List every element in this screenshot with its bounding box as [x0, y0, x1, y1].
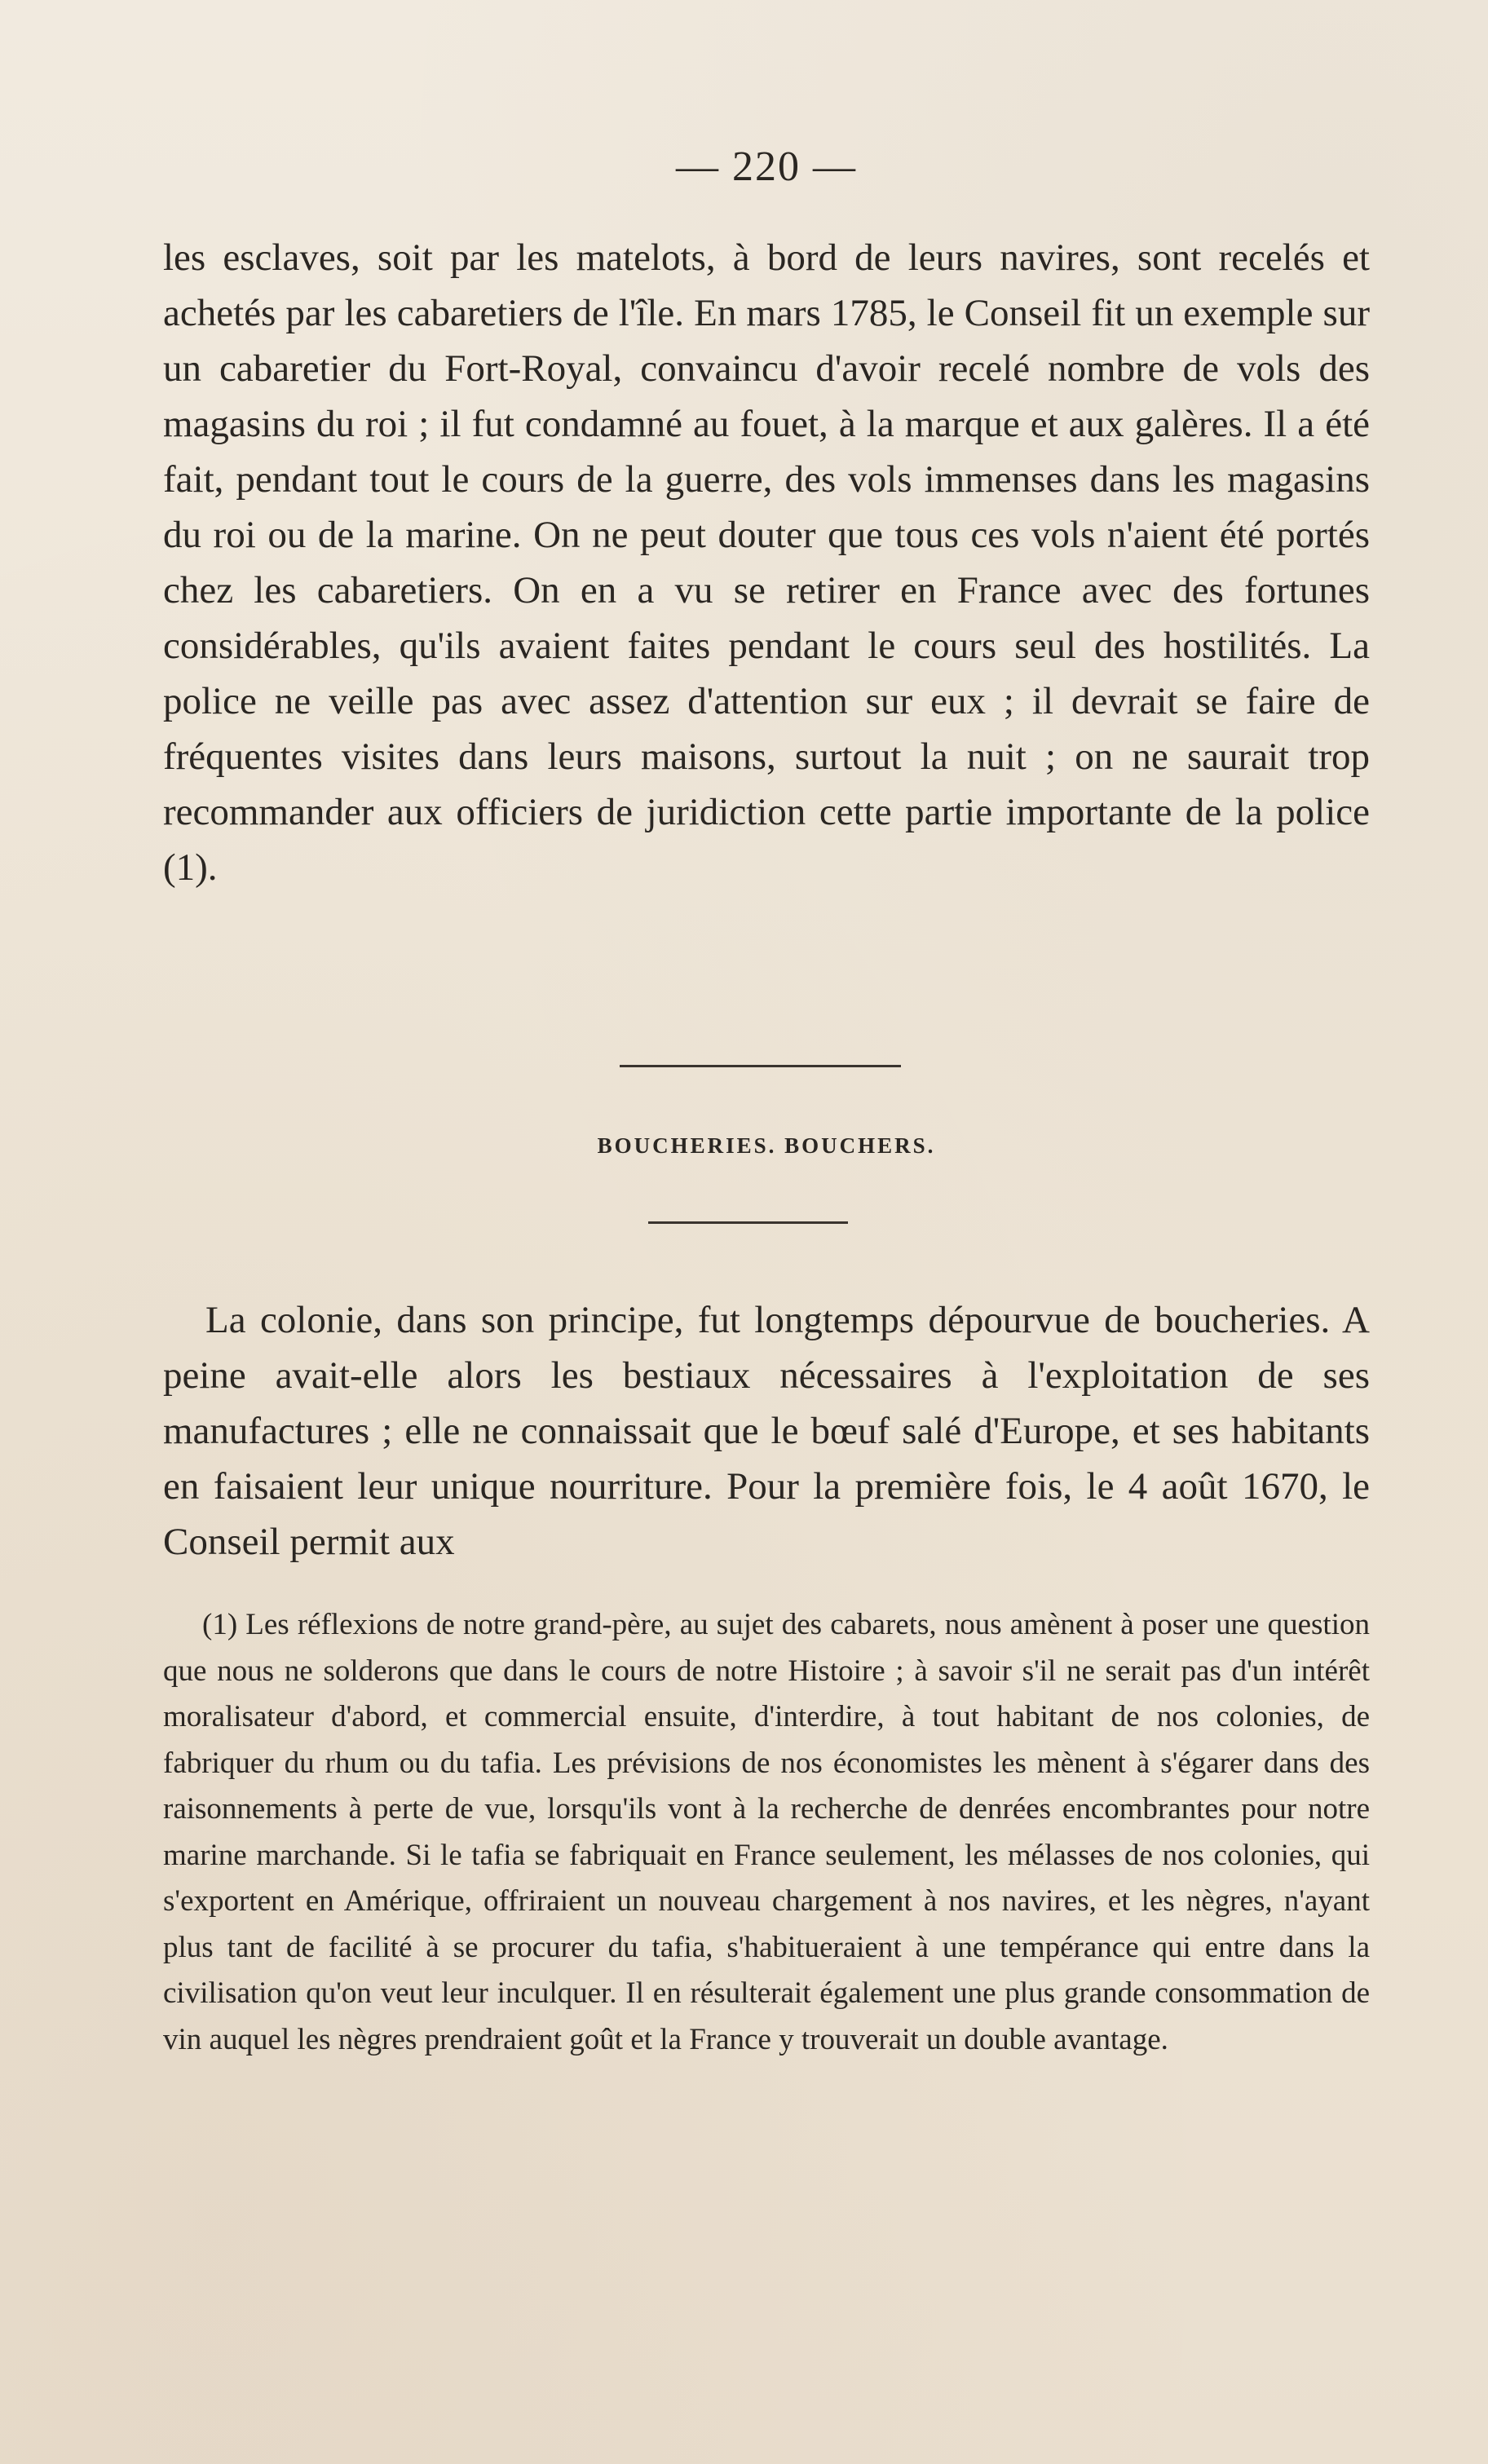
footnote-text: (1) Les réflexions de notre grand-père, au sujet des cabarets, nous amènent à poser une question que nous ne solderons que dans le cours de notre Histoire ; à savoir s'il ne serait pas d'un intérêt moralisateur d'abord, et commercial ensuite, d'interdire, à tout habitant de nos colonies, de fabriquer du rhum ou du tafia. Les prévisions de nos économistes les mènent à s'égarer dans des raisonnements à perte de vue, lorsqu'ils vont à la recherche de denrées encombrantes pour notre marine marchande. Si le tafia se fabriquait en France seulement, les mélasses de nos colonies, qui s'exportent en Amérique, offriraient un nouveau chargement à nos navires, et les nègres, n'ayant plus tant de facilité à se procurer du tafia, s'habitueraient à une tempérance qui entre dans la civilisation qu'on veut leur inculquer. Il en résulterait également une plus grande consommation de vin auquel les nègres prendraient goût et la France y trouverait un double avantage.: [163, 1608, 1370, 2056]
body-paragraph-1: les esclaves, soit par les matelots, à bord de leurs navires, sont recelés et achetés par les cabaretiers de l'île. En mars 1785, le Conseil fit un exemple sur un cabaretier du Fort-Royal, convaincu d'avoir recelé nombre de vols des magasins du roi ; il fut condamné au fouet, à la marque et aux galères. Il a été fait, pendant tout le cours de la guerre, des vols immenses dans les magasins du roi ou de la marine. On ne peut douter que tous ces vols n'aient été portés chez les cabaretiers. On en a vu se retirer en France avec des fortunes considérables, qu'ils avaient faites pendant le cours seul des hostilités. La police ne veille pas avec assez d'attention sur eux ; il devrait se faire de fréquentes visites dans leurs maisons, surtout la nuit ; on ne saurait trop recommander aux officiers de juridiction cette partie importante de la police (1).: [163, 236, 1370, 889]
section-rule-top: [620, 1065, 901, 1067]
footnote: [163, 1602, 1370, 2063]
body-paragraph-2: La colonie, dans son principe, fut longtemps dépourvue de boucheries. A peine avait-elle alors les bestiaux nécessaires à l'exploitation de ses manufactures ; elle ne connaissait que le bœuf salé d'Europe, et ses habitants en faisaient leur unique nourriture. Pour la première fois, le 4 août 1670, le Conseil permit aux: [163, 1299, 1370, 1563]
section-heading: BOUCHERIES. BOUCHERS.: [597, 1133, 936, 1158]
section-rule-bottom: [648, 1221, 848, 1224]
footnote-indent: [163, 1608, 202, 1641]
page-number: — 220 —: [676, 144, 857, 190]
